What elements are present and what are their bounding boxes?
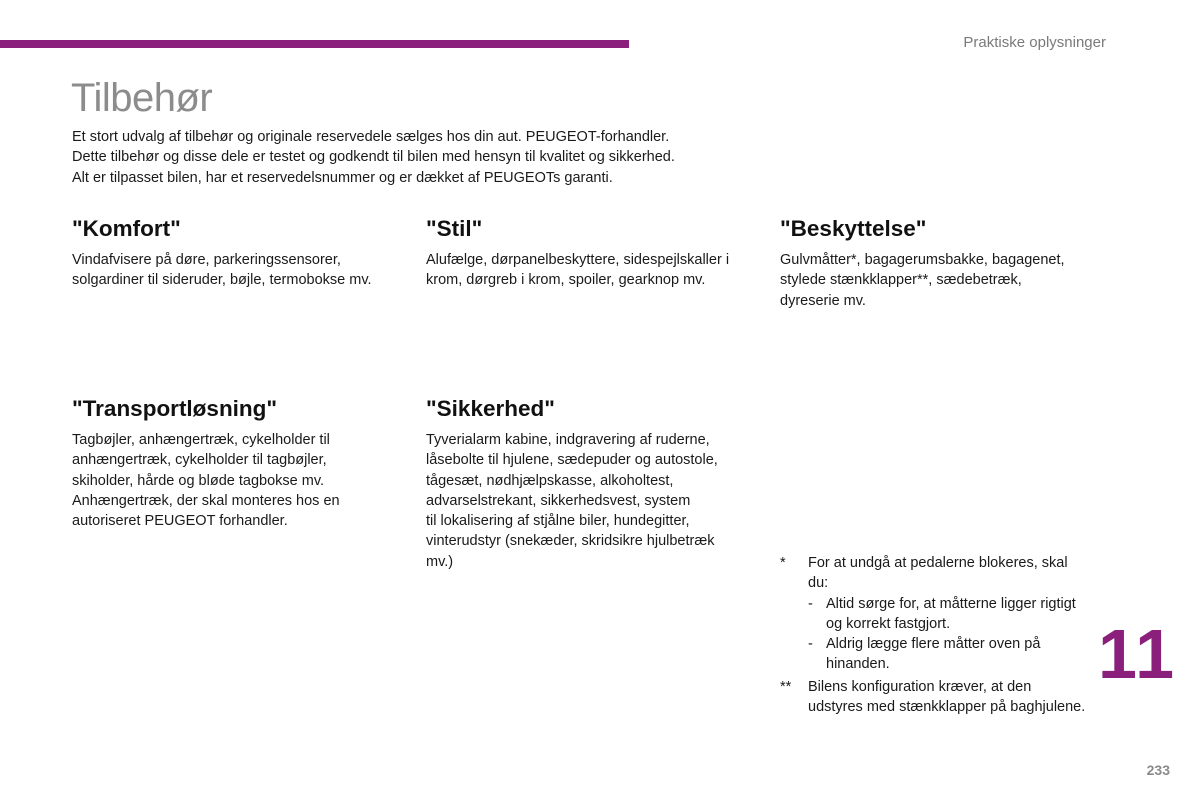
- footnote-line: og korrekt fastgjort.: [826, 615, 951, 632]
- page-number: 233: [1146, 762, 1170, 778]
- body-line: til lokalisering af stjålne biler, hundegitter,: [426, 513, 690, 530]
- bullet-dash: -: [808, 636, 813, 653]
- body-line: tågesæt, nødhjælpskasse, alkoholtest,: [426, 472, 674, 489]
- body-line: mv.): [426, 553, 454, 570]
- body-line: Vindafvisere på døre, parkeringssensorer,: [72, 252, 341, 268]
- section-beskyttelse: [780, 216, 1065, 311]
- bullet-dash: -: [808, 595, 813, 612]
- section-body: [780, 250, 1065, 311]
- footnotes: [780, 553, 1130, 717]
- footnote-marker: *: [780, 555, 786, 571]
- footnote-2: [780, 677, 1130, 718]
- section-transportloesning: [72, 396, 340, 531]
- footnote-line: udstyres med stænkklapper på baghjulene.: [808, 699, 1086, 716]
- footnote-text: [808, 553, 1076, 675]
- intro-paragraph: [72, 127, 772, 188]
- section-heading: "Transportløsning": [72, 396, 278, 421]
- footnote-line: du:: [808, 575, 829, 592]
- section-body: [72, 250, 372, 291]
- body-line: Tagbøjler, anhængertræk, cykelholder til: [72, 432, 330, 448]
- chapter-number: 11: [1098, 615, 1176, 693]
- body-line: Tyverialarm kabine, indgravering af ruderne,: [426, 432, 710, 448]
- footnote-text: [808, 677, 1085, 718]
- section-sikkerhed: [426, 396, 718, 572]
- body-line: låsebolte til hjulene, sædepuder og autostole,: [426, 452, 718, 469]
- section-komfort: [72, 216, 372, 291]
- section-header: Praktiske oplysninger: [963, 34, 1106, 51]
- body-line: krom, dørgreb i krom, spoiler, gearknop mv.: [426, 272, 706, 289]
- footnote-line: Bilens konfiguration kræver, at den: [808, 678, 1032, 695]
- section-heading: "Sikkerhed": [426, 396, 555, 421]
- footnote-marker: **: [780, 678, 792, 695]
- footnote-line: For at undgå at pedalerne blokeres, skal: [808, 555, 1068, 571]
- body-line: solgardiner til sideruder, bøjle, termobokse mv.: [72, 272, 372, 289]
- body-line: autoriseret PEUGEOT forhandler.: [72, 513, 288, 530]
- body-line: Anhængertræk, der skal monteres hos en: [72, 492, 340, 509]
- section-heading: "Komfort": [72, 216, 181, 241]
- footnote-1: [780, 553, 1130, 675]
- section-stil: [426, 216, 729, 291]
- intro-line: Dette tilbehør og disse dele er testet og godkendt til bilen med hensyn til kvalitet og sikkerhed.: [72, 149, 675, 166]
- body-line: Alufælge, dørpanelbeskyttere, sidespejlskaller i: [426, 252, 730, 268]
- intro-line: Et stort udvalg af tilbehør og originale reservedele sælges hos din aut. PEUGEOT-forhandler.: [72, 129, 670, 145]
- section-body: [426, 250, 729, 291]
- intro-line: Alt er tilpasset bilen, har et reservedelsnummer og er dækket af PEUGEOTs garanti.: [72, 169, 613, 186]
- body-line: skiholder, hårde og bløde tagbokse mv.: [72, 472, 325, 489]
- body-line: stylede stænkklapper**, sædebetræk,: [780, 272, 1022, 289]
- body-line: advarselstrekant, sikkerhedsvest, system: [426, 492, 691, 509]
- body-line: dyreserie mv.: [780, 292, 866, 309]
- body-line: vinterudstyr (snekæder, skridsikre hjulbetræk: [426, 533, 715, 550]
- section-heading: "Beskyttelse": [780, 216, 927, 241]
- section-body: [72, 430, 340, 531]
- footnote-line: hinanden.: [826, 656, 890, 673]
- body-line: anhængertræk, cykelholder til tagbøjler,: [72, 452, 327, 469]
- footnote-line: Altid sørge for, at måtterne ligger rigtigt: [826, 595, 1076, 612]
- section-body: [426, 430, 718, 572]
- header-accent-bar: [0, 40, 629, 48]
- body-line: Gulvmåtter*, bagagerumsbakke, bagagenet,: [780, 252, 1065, 268]
- page-title: Tilbehør: [71, 76, 213, 120]
- footnote-line: Aldrig lægge flere måtter oven på: [826, 636, 1041, 653]
- section-heading: "Stil": [426, 216, 483, 241]
- footnote-bullet: [808, 634, 1076, 675]
- footnote-bullet: [808, 594, 1076, 635]
